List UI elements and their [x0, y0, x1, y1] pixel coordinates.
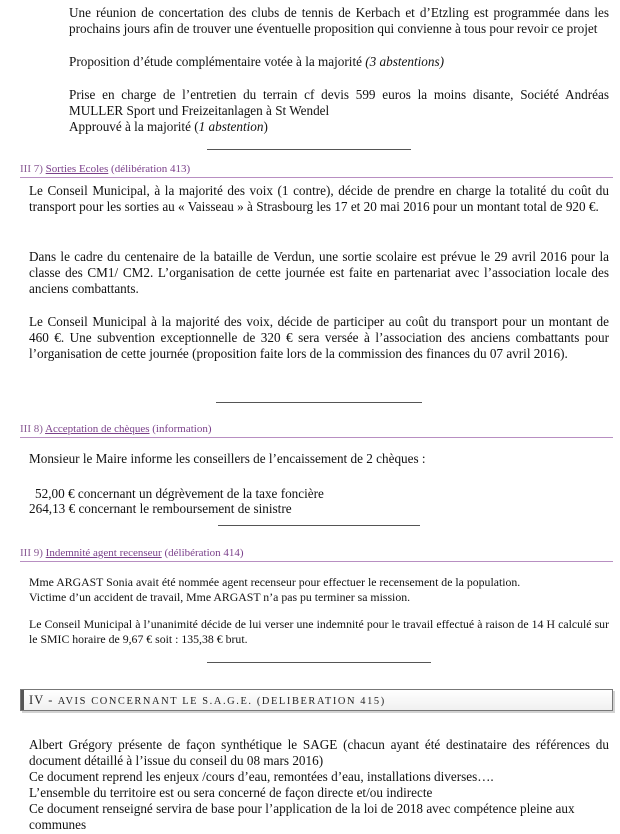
s7-paragraph-3 — [29, 314, 609, 362]
maintenance-vote-text: Approuvé à la majorité ( — [69, 119, 199, 134]
s9-recenseur-text: Mme ARGAST Sonia avait été nommée agent recenseur pour effectuer le recensement de la population. — [29, 575, 521, 589]
proposal-vote-abstentions: (3 abstentions) — [365, 54, 445, 69]
section-title: Acceptation de chèques — [45, 423, 150, 435]
section-number: III 9) — [20, 547, 43, 559]
heading-bar — [21, 690, 24, 710]
section-note: (DELIBERATION 415) — [252, 696, 386, 707]
section-note: (information) — [152, 423, 212, 435]
section-title-acronym: S.A.G.E. — [202, 696, 253, 707]
maintenance-vote-abstention: 1 abstention — [198, 119, 264, 134]
section-note: (délibération 413) — [111, 163, 191, 175]
s4-enjeux-text: Ce document reprend les enjeux /cours d’eau, remontées d’eau, installations diverses…. — [29, 769, 494, 784]
s4-paragraph-1 — [29, 737, 609, 769]
s7-paragraph-1 — [29, 183, 609, 215]
cheque-item — [35, 486, 324, 502]
cheque-item — [29, 501, 292, 517]
section-heading-iv — [20, 689, 613, 711]
s4-line-2 — [29, 769, 494, 785]
maintenance-paragraph — [69, 87, 609, 119]
section-underline — [20, 437, 613, 438]
cheque-item-text: 264,13 € concernant le remboursement de sinistre — [29, 501, 292, 516]
s4-line-3 — [29, 785, 432, 801]
section-title: Sorties Ecoles — [45, 163, 109, 175]
s4-loi-text: Ce document renseigné servira de base pour l’application de la loi de 2018 avec compétence pleine aux communes — [29, 801, 575, 832]
s7-subvention-text: Le Conseil Municipal à la majorité des voix, décide de participer au coût du transport pour un montant de 460 €. Une subvention exceptionnelle de 320 € sera versée à l’association des anciens combattants pour l’organisation de cette journée (proposition faite lors de la commission des finances du 07 avril 2016). — [29, 314, 609, 361]
proposal-vote — [69, 54, 609, 70]
section-number: IV - — [29, 693, 54, 707]
s9-line-1 — [29, 574, 520, 590]
s8-paragraph — [29, 451, 426, 467]
s7-transport-text: Le Conseil Municipal, à la majorité des voix (1 contre), décide de prendre en charge la totalité du coût du transport pour les sorties au « Vaisseau » à Strasbourg les 17 et 20 mai 2016 pour un montant total de 920 €. — [29, 183, 609, 214]
section-title: Indemnité agent recenseur — [45, 547, 162, 559]
separator-rule — [216, 402, 422, 403]
s4-paragraph-4 — [29, 801, 609, 833]
maintenance-text: Prise en charge de l’entretien du terrain cf devis 599 euros la moins disante, Société Andréas MULLER Sport und Freizeitanlagen à St Wendel — [69, 87, 609, 118]
section-heading-iii-9 — [20, 546, 244, 560]
maintenance-vote-close: ) — [263, 119, 268, 134]
s7-paragraph-2 — [29, 249, 609, 297]
section-note: (délibération 414) — [164, 547, 244, 559]
maintenance-vote — [69, 119, 609, 135]
separator-rule — [218, 525, 420, 526]
s9-accident-text: Victime d’un accident de travail, Mme ARGAST n’a pas pu terminer sa mission. — [29, 590, 411, 604]
s4-territoire-text: L’ensemble du territoire est ou sera concerné de façon directe et/ou indirecte — [29, 785, 433, 800]
s9-paragraph-2 — [29, 617, 609, 647]
separator-rule — [207, 662, 431, 663]
section-heading-iii-8 — [20, 422, 212, 436]
tennis-meeting-text: Une réunion de concertation des clubs de tennis de Kerbach et d’Etzling est programmée dans les prochains jours afin de trouver une éventuelle proposition qui convienne à tous pour revoir ce projet — [69, 5, 609, 36]
s9-indemnite-text: Le Conseil Municipal à l’unanimité décide de lui verser une indemnité pour le travail effectué à raison de 14 H calculé sur le SMIC horaire de 9,67 € soit : 135,38 € brut. — [29, 617, 609, 646]
section-title: AVIS CONCERNANT LE — [57, 696, 203, 707]
section-number: III 7) — [20, 163, 43, 175]
top-paragraph-tennis — [69, 5, 609, 37]
separator-rule — [207, 149, 411, 150]
s4-sage-text: Albert Grégory présente de façon synthétique le SAGE (chacun ayant été destinataire des références du document détaillé à l’issue du conseil du 08 mars 2016) — [29, 737, 609, 768]
section-number: III 8) — [20, 423, 43, 435]
s9-line-2 — [29, 589, 410, 605]
proposal-vote-text: Proposition d’étude complémentaire votée à la majorité — [69, 54, 366, 69]
section-underline — [20, 177, 613, 178]
section-underline — [20, 561, 613, 562]
s7-verdun-text: Dans le cadre du centenaire de la bataille de Verdun, une sortie scolaire est prévue le 29 avril 2016 pour la classe des CM1/ CM2. L’organisation de cette journée est faite en partenariat avec l’association locale des anciens combattants. — [29, 249, 609, 296]
section-heading-iii-7 — [20, 162, 190, 176]
cheque-item-text: 52,00 € concernant un dégrèvement de la taxe foncière — [35, 486, 324, 501]
s8-cheques-text: Monsieur le Maire informe les conseillers de l’encaissement de 2 chèques : — [29, 451, 426, 466]
